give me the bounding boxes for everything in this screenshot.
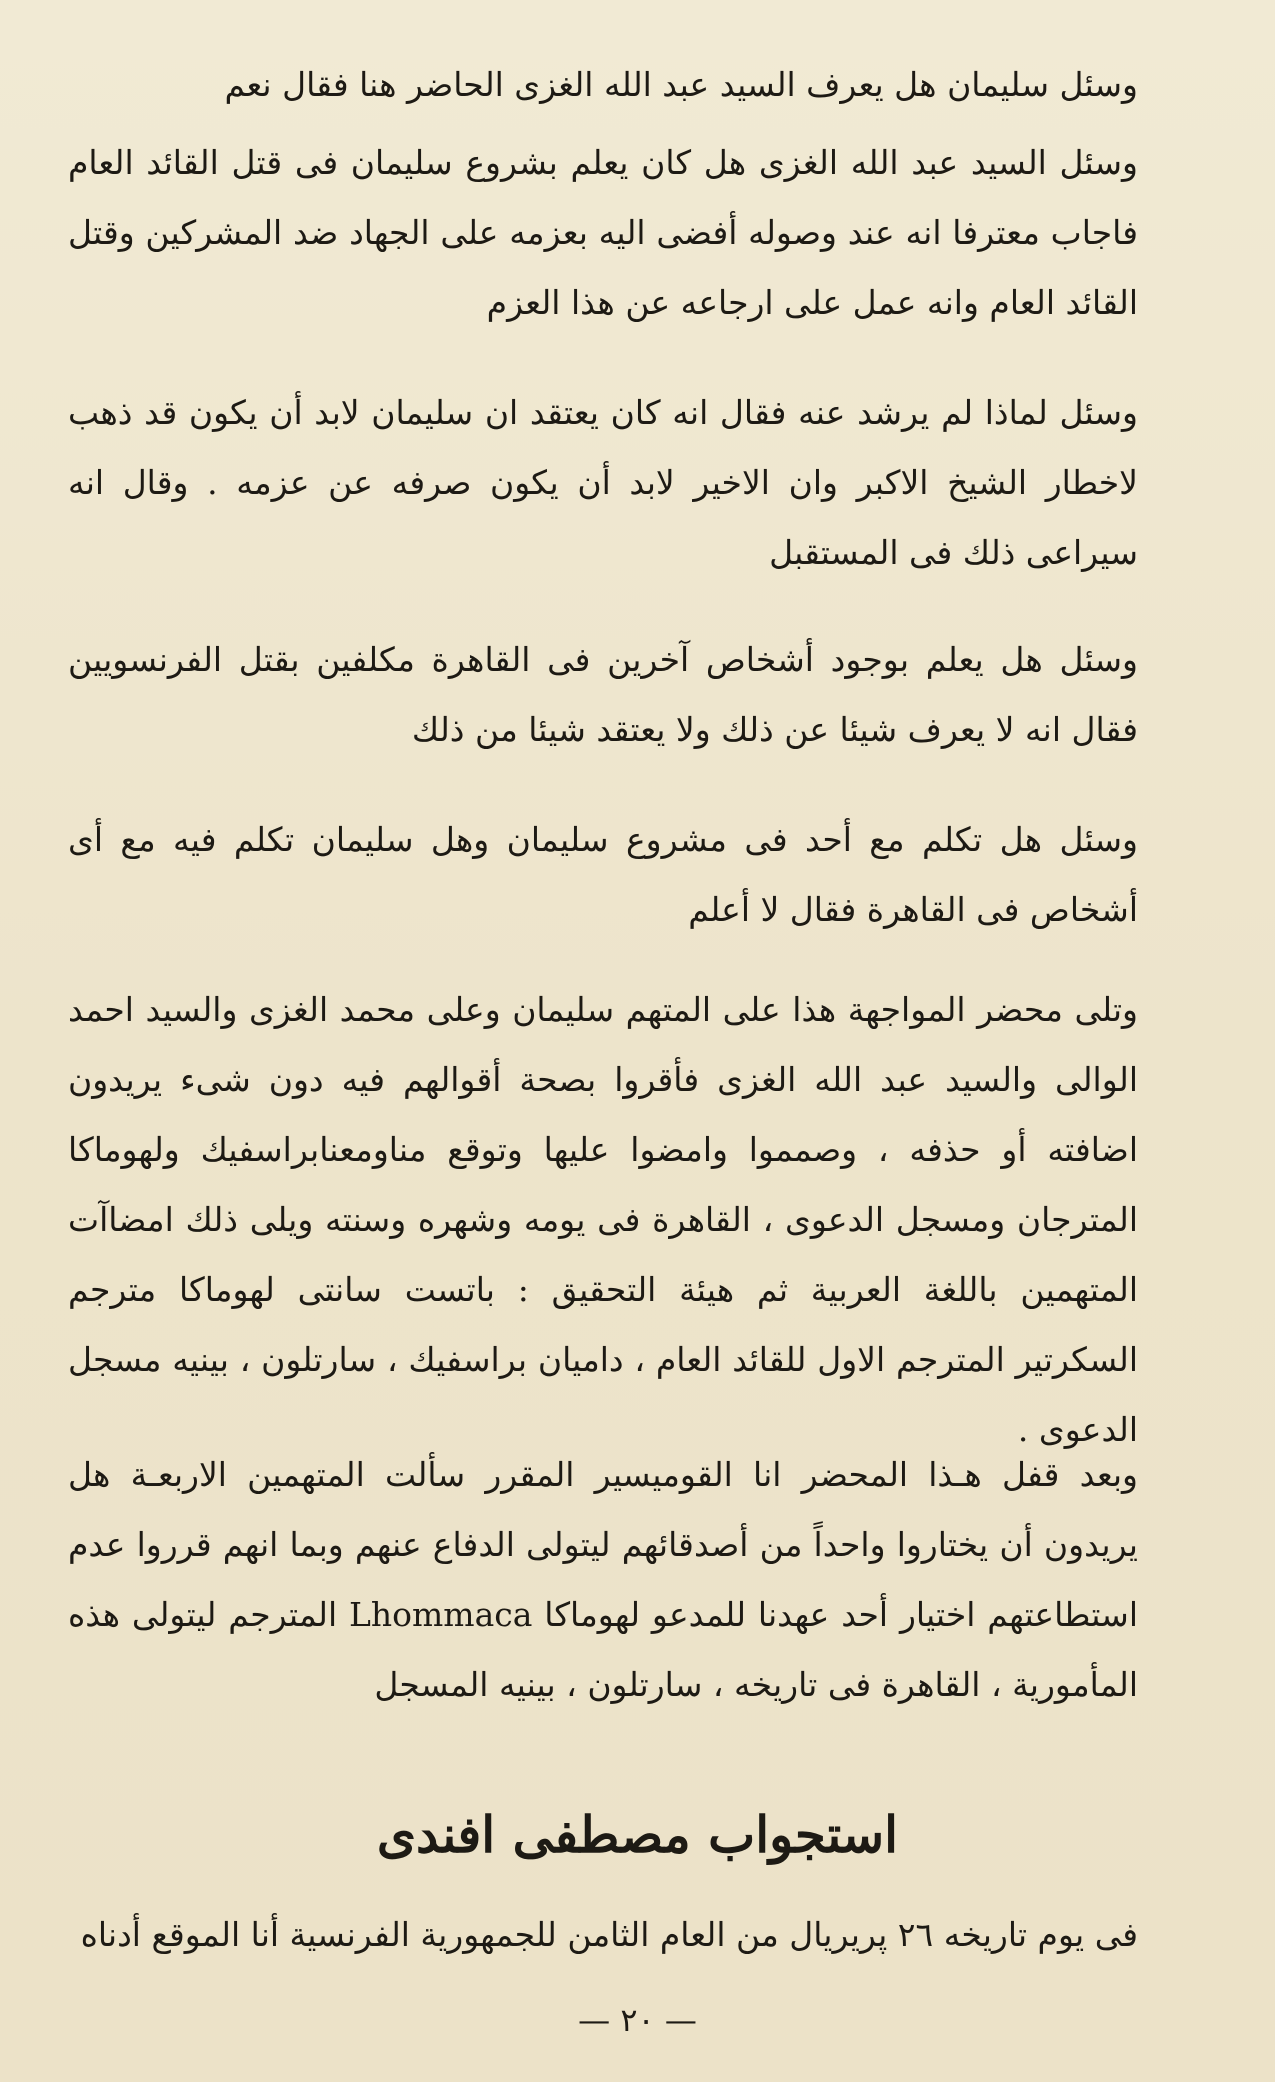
closing-line xyxy=(68,1900,1208,1970)
paragraph-text: وسئل هل يعلم بوجود أشخاص آخرين فى القاهرة مكلفين بقتل الفرنسويين فقال انه لا يعرف شيئا عن ذلك ولا يعتقد شيئا من ذلك xyxy=(68,640,1138,749)
paragraph-6 xyxy=(68,975,1208,1465)
paragraph-2 xyxy=(68,128,1208,338)
paragraph-text: وبعد قفل هـذا المحضر انا القوميسير المقرر سألت المتهمين الاربعـة هل يريدون أن يختاروا واحداً من أصدقائهم ليتولى الدفاع عنهم وبما انهم قرروا عدم استطاعتهم اختيار أحد عهدنا للمدعو لهوماكا Lhommaca المترجم ليتولى هذه المأمورية ، القاهرة فى تاريخه ، سارتلون ، بينيه المسجل xyxy=(68,1455,1138,1704)
paragraph-text: وسئل لماذا لم يرشد عنه فقال انه كان يعتقد ان سليمان لابد أن يكون قد ذهب لاخطار الشيخ الاكبر وان الاخير لابد أن يكون صرفه عن عزمه . وقال انه سيراعى ذلك فى المستقبل xyxy=(68,393,1138,572)
closing-line-text: فى يوم تاريخه ٢٦ پريريال من العام الثامن للجمهورية الفرنسية أنا الموقع أدناه xyxy=(80,1915,1138,1954)
section-heading: استجواب مصطفى افندى xyxy=(376,1805,899,1864)
page-number: — ٢٠ — xyxy=(578,2001,697,2039)
paragraph-5 xyxy=(68,805,1208,945)
paragraph-1 xyxy=(68,50,1208,120)
paragraph-3 xyxy=(68,378,1208,588)
paragraph-text: وسئل السيد عبد الله الغزى هل كان يعلم بشروع سليمان فى قتل القائد العام فاجاب معترفا انه عند وصوله أفضى اليه بعزمه على الجهاد ضد المشركين وقتل القائد العام وانه عمل على ارجاعه عن هذا العزم xyxy=(68,143,1138,322)
paragraph-7 xyxy=(68,1440,1208,1720)
paragraph-text: وسئل سليمان هل يعرف السيد عبد الله الغزى الحاضر هنا فقال نعم xyxy=(224,65,1138,104)
paragraph-text: وتلى محضر المواجهة هذا على المتهم سليمان وعلى محمد الغزى والسيد احمد الوالى والسيد عبد الله الغزى فأقروا بصحة أقوالهم فيه دون شىء يريدون اضافته أو حذفه ، وصمموا وامضوا عليها وتوقع مناومعنابراسفيك ولهوماكا المترجان ومسجل الدعوى ، القاهرة فى يومه وشهره وسنته ويلى ذلك امضاآت المتهمين باللغة العربية ثم هيئة التحقيق : باتست سانتى لهوماكا مترجم السكرتير المترجم الاول للقائد العام ، داميان براسفيك ، سارتلون ، بينيه مسجل الدعوى . xyxy=(68,990,1138,1449)
paragraph-4 xyxy=(68,625,1208,765)
paragraph-text: وسئل هل تكلم مع أحد فى مشروع سليمان وهل سليمان تكلم فيه مع أى أشخاص فى القاهرة فقال لا أعلم xyxy=(68,820,1138,929)
